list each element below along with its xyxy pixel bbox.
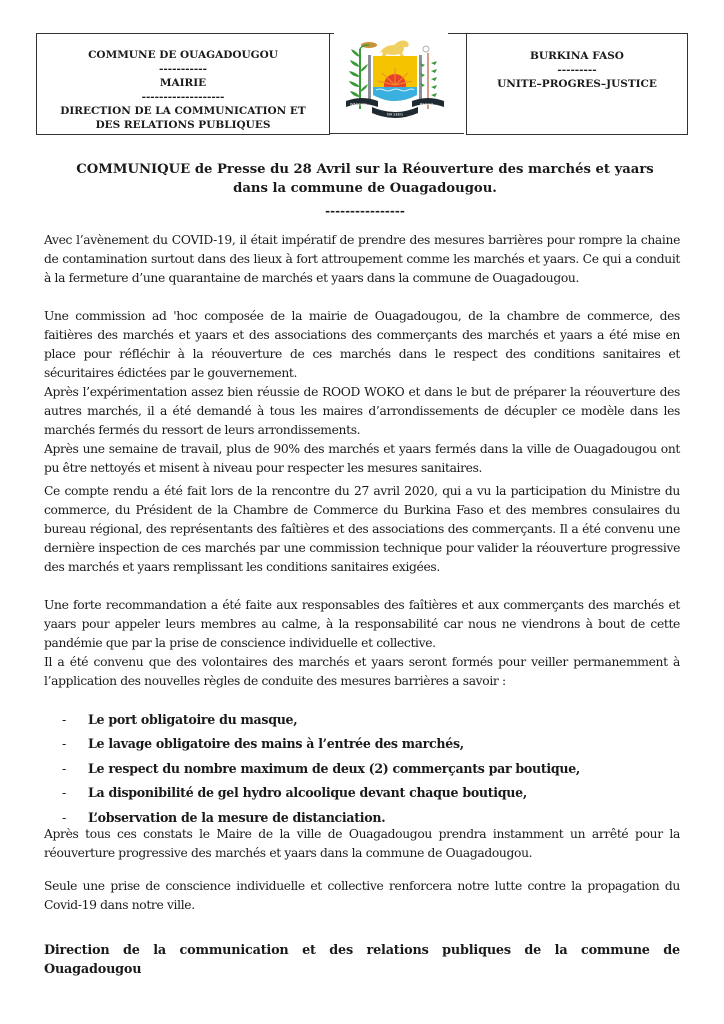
commune-name: COMMUNE DE OUAGADOUGOU [88,49,278,61]
paragraph-progress: Après une semaine de travail, plus de 90% des marchés et yaars fermés dans la ville de Ouagadougou ont pu être nettoyés et misent à niveau pour respecter les mesures sanitaires. [44,442,680,475]
list-item: - Le respect du nombre maximum de deux (2) commerçants par boutique, [62,759,662,783]
national-motto: UNITE–PROGRES–JUSTICE [497,78,657,90]
paragraph-volunteers: Il a été convenu que des volontaires des marchés et yaars seront formés pour veiller permanemment à l’application des nouvelles règles de conduite des mesures barrières a savoir : [44,655,680,688]
list-item: - Le lavage obligatoire des mains à l’entrée des marchés, [62,734,662,758]
paragraph-rood-woko: Après l’expérimentation assez bien réussie de ROOD WOKO et dans le but de préparer la réouverture des autres marchés, il a été demandé à tous les maires d’arrondissements de décupler ce modèle dans les marchés fermés du ressort de leurs arrondissements. [44,385,680,437]
mairie-label: MAIRIE [159,77,207,89]
separator: --------- [557,64,597,76]
list-item: - Le port obligatoire du masque, [62,710,662,734]
direction-line1: DIRECTION DE LA COMMUNICATION ET [60,105,306,117]
paragraph-decree: Après tous ces constats le Maire de la ville de Ouagadougou prendra instamment un arrêté pour la réouverture progressive des marchés et yaars dans la commune de Ouagadougou. [44,827,680,860]
bullet-dash: - [62,809,66,825]
signature-line1: Direction de la communication et des relations publiques de la commune de [44,943,680,958]
svg-text:WAOGDG: WAOGDG [350,102,367,107]
bullet-dash: - [62,785,66,801]
signature-block [44,941,680,979]
paragraph-commission: Une commission ad 'hoc composée de la mairie de Ouagadougou, de la chambre de commerce, des faitières des marchés et yaars et des associations des commerçants des marchés et yaars a été mise en place pour réfléchir à la réouverture de ces marchés dans le respect des conditions sanitaires et sécuritaires édictées par le gouvernement. [44,309,680,380]
title-line2: dans la commune de Ouagadougou. [233,181,497,196]
document-title [40,160,690,198]
bullet-dash: - [62,712,66,727]
letterhead [36,33,688,135]
measures-list [62,710,662,832]
title-separator: ---------------- [325,204,405,218]
coat-of-arms-icon [342,37,448,123]
letterhead-right-cell [466,33,688,135]
letterhead-left-cell [36,33,330,135]
paragraph-context: Avec l’avènement du COVID-19, il était impératif de prendre des mesures barrières pour rompre la chaine de contamination surtout dans des lieux à fort attroupement comme les marchés et yaars. Ce qui a conduit à la fermeture d’une quarantaine de marchés et yaars dans la commune de Ouagadougou. [44,233,680,285]
svg-text:BEOGO: BEOGO [420,102,434,107]
title-line1: COMMUNIQUE de Presse du 28 Avril sur la Réouverture des marchés et yaars [76,162,654,177]
paragraph-conclusion: Seule une prise de conscience individuelle et collective renforcera notre lutte contre la propagation du Covid-19 dans notre ville. [44,879,680,912]
signature-line2: Ouagadougou [44,962,142,977]
list-item: - L’observation de la mesure de distanciation. [62,808,662,832]
letterhead-logo-cell [330,33,464,134]
separator: ------------------- [141,91,225,103]
bullet-dash: - [62,760,66,776]
country-name: BURKINA FASO [530,50,624,62]
bullet-dash: - [62,736,66,752]
paragraph-recommendation: Une forte recommandation a été faite aux responsables des faîtières et aux commerçants des marchés et yaars pour appeler leurs membres au calme, à la responsabilité car nous ne viendrons à bout de cette pandémie que par la prise de conscience individuelle et collective. [44,598,680,650]
svg-text:NA SEEG: NA SEEG [387,112,403,117]
direction-line2: DES RELATIONS PUBLIQUES [95,119,271,131]
separator: ----------- [159,63,207,75]
paragraph-meeting: Ce compte rendu a été fait lors de la rencontre du 27 avril 2020, qui a vu la participation du Ministre du commerce, du Président de la Chambre de Commerce du Burkina Faso et des membres consulaires du bureau régional, des représentants des faîtières et des associations des commerçants. Il a été convenu une dernière inspection de ces marchés par une commission technique pour valider la réouverture progressive des marchés et yaars remplissant les conditions sanitaires exigées. [44,484,680,574]
list-item: - La disponibilité de gel hydro alcoolique devant chaque boutique, [62,783,662,807]
